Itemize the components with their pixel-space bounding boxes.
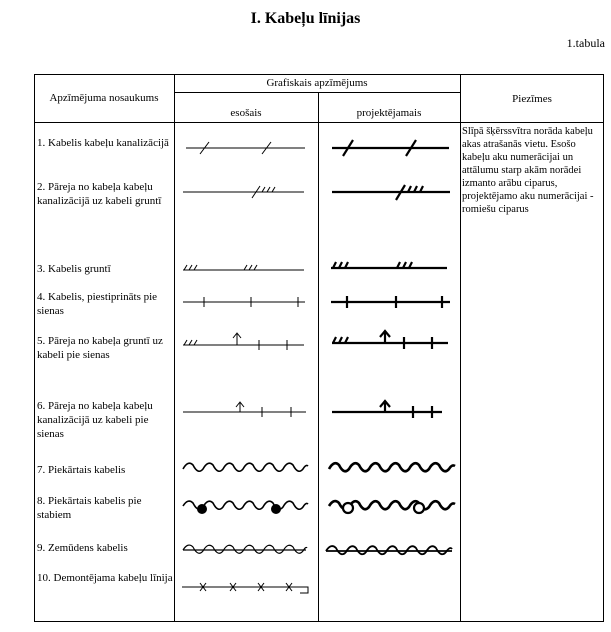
symbol-5-existing xyxy=(183,333,304,350)
symbol-9-planned xyxy=(326,546,452,554)
page-title: I. Kabeļu līnijas xyxy=(250,10,361,27)
row-label-1: 1. Kabelis kabeļu kanalizācijā xyxy=(37,137,169,149)
header-notes: Piezīmes xyxy=(512,93,552,105)
row-label-5: 5. Pāreja no kabeļa gruntī uz kabeli pie sienas xyxy=(37,335,163,361)
symbol-3-planned xyxy=(331,262,447,268)
symbol-3-existing xyxy=(183,265,304,270)
notes-text: Slīpā šķērssvītra norāda kabeļu akas atrašanās vietu. Esošo kabeļu aku numerācijai un attālumu starp akām norādei izmanto arābu ciparus, projektējamo aku numerācijai - romiešu ciparus xyxy=(462,126,594,215)
symbol-9-existing xyxy=(183,545,307,553)
symbol-2-existing xyxy=(183,186,304,198)
row-label-2: 2. Pāreja no kabeļa kabeļu kanalizācijā uz kabeli gruntī xyxy=(37,181,162,207)
row-label-4: 4. Kabelis, piestiprināts pie sienas xyxy=(37,291,158,317)
symbol-5-planned xyxy=(332,331,448,349)
header-existing: esošais xyxy=(230,107,262,119)
symbol-8-planned xyxy=(329,501,455,513)
row-label-3: 3. Kabelis gruntī xyxy=(37,263,111,275)
header-name: Apzīmējuma nosaukums xyxy=(49,92,159,104)
symbol-4-planned xyxy=(331,296,450,308)
header-graphic: Grafiskais apzīmējums xyxy=(266,77,368,89)
symbol-1-existing xyxy=(186,142,305,154)
symbol-6-planned xyxy=(332,401,442,418)
symbol-4-existing xyxy=(183,297,305,307)
table-number: 1.tabula xyxy=(566,36,605,50)
symbol-7-planned xyxy=(329,463,455,471)
symbol-1-planned xyxy=(332,140,449,156)
row-label-8: 8. Piekārtais kabelis pie stabiem xyxy=(37,495,142,521)
symbol-6-existing xyxy=(183,402,306,417)
row-label-7: 7. Piekārtais kabelis xyxy=(37,464,126,476)
row-label-10: 10. Demontējama kabeļu līnija xyxy=(37,572,173,584)
header-planned: projektējamais xyxy=(356,107,422,119)
symbol-10-existing xyxy=(182,583,308,593)
row-label-6: 6. Pāreja no kabeļa kabeļu kanalizācijā uz kabeli pie sienas xyxy=(37,400,153,440)
symbol-7-existing xyxy=(183,463,308,471)
symbol-2-planned xyxy=(332,185,450,200)
row-label-9: 9. Zemūdens kabelis xyxy=(37,542,128,554)
symbol-8-existing xyxy=(183,501,308,514)
